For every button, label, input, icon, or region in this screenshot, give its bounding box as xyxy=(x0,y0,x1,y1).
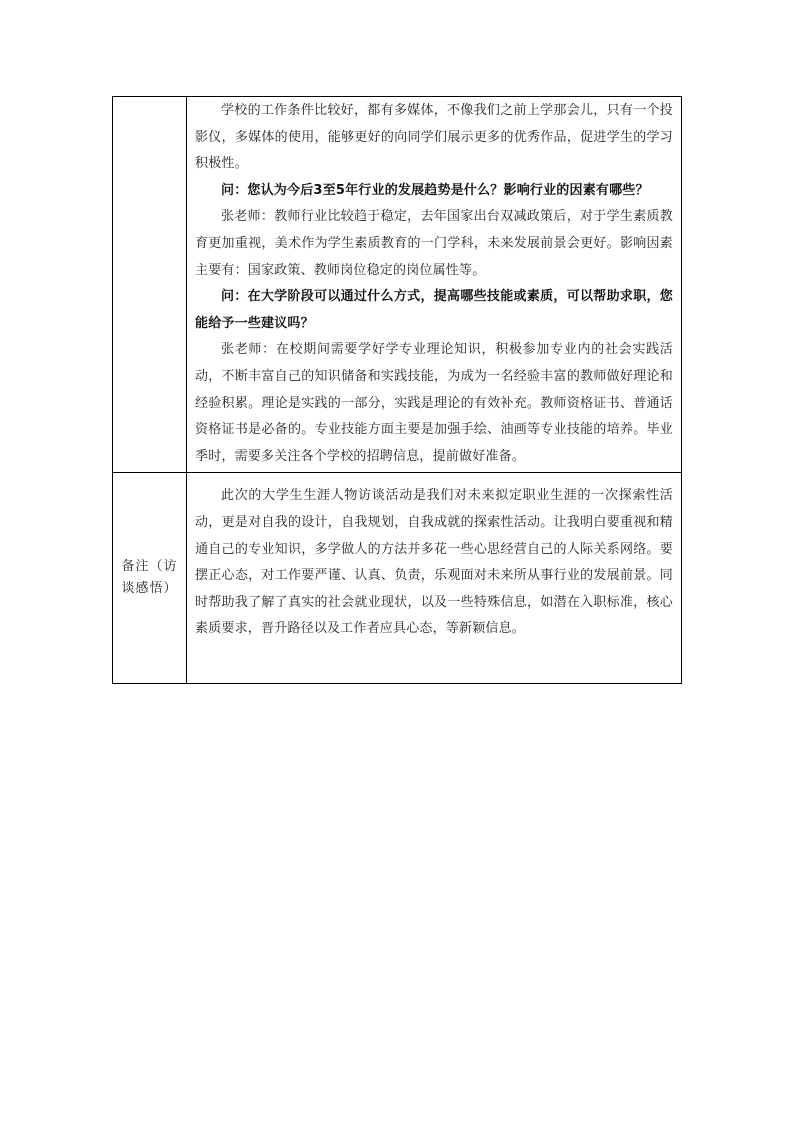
remarks-label-cell xyxy=(113,473,187,684)
answer-industry-trend: 张老师：教师行业比较趋于稳定，去年国家出台双减政策后，对于学生素质教育更加重视，美术作为学生素质教育的一门学科，未来发展前景会更好。影响因素主要有：国家政策、教师岗位稳定的岗位属性等。 xyxy=(195,209,673,278)
remarks-label: 备注（访谈感悟） xyxy=(121,559,178,597)
remarks-row xyxy=(113,473,682,684)
row-label-cell-empty xyxy=(113,97,187,473)
paragraph-reflection: 此次的大学生生涯人物访谈活动是我们对未来拟定职业生涯的一次探索性活动，更是对自我的设计，自我规划，自我成就的探索性活动。让我明白要重视和精通自己的专业知识，多学做人的方法并多花一些心思经营自己的人际关系网络。要摆正心态，对工作要严谨、认真、负责，乐观面对未来所从事行业的发展前景。同时帮助我了解了真实的社会就业现状，以及一些特殊信息，如潜在入职标准，核心素质要求，晋升路径以及工作者应具心态，等新颖信息。 xyxy=(195,488,673,637)
remarks-content-cell xyxy=(187,473,682,684)
question-skills-advice: 问：在大学阶段可以通过什么方式，提高哪些技能或素质，可以帮助求职，您能给予一些建议吗？ xyxy=(195,289,673,331)
paragraph-work-conditions: 学校的工作条件比较好，都有多媒体，不像我们之前上学那会儿，只有一个投影仪，多媒体的使用，能够更好的向同学们展示更多的优秀作品，促进学生的学习积极性。 xyxy=(195,103,673,172)
answer-skills-advice: 张老师：在校期间需要学好学专业理论知识，积极参加专业内的社会实践活动，不断丰富自己的知识储备和实践技能，为成为一名经验丰富的教师做好理论和经验积累。理论是实践的一部分，实践是理论的有效补充。教师资格证书、普通话资格证书是必备的。专业技能方面主要是加强手绘、油画等专业技能的培养。毕业季时，需要多关注各个学校的招聘信息，提前做好准备。 xyxy=(195,342,673,464)
interview-table xyxy=(112,96,682,684)
interview-content-cell xyxy=(187,97,682,473)
question-industry-trend: 问：您认为今后3至5年行业的发展趋势是什么？影响行业的因素有哪些？ xyxy=(221,182,649,198)
interview-content-row xyxy=(113,97,682,473)
